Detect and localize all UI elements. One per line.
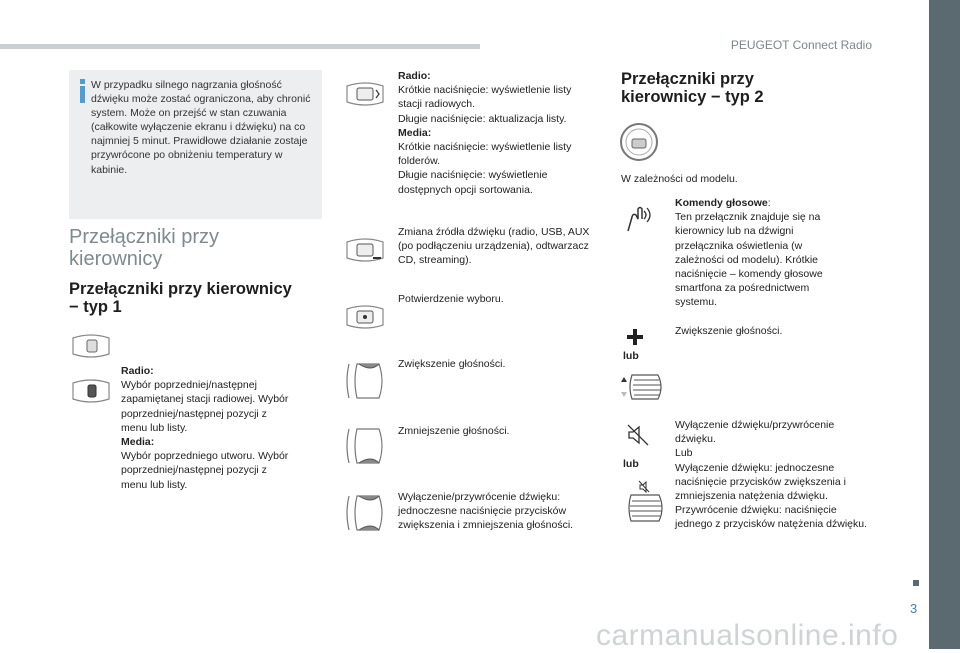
steering-switch-icon <box>69 332 113 360</box>
mute-text-2: Wyłączenie dźwięku: jednoczesne naciśnięcie przycisków zwiększenia i zmniejszenia natężenia dźwięku. Przywrócenie dźwięku: naciśnięcie jednego z przycisków natężenia dźwięku. <box>675 461 868 531</box>
manual-title: PEUGEOT Connect Radio <box>730 38 872 52</box>
voice-description: Ten przełącznik znajduje się na kierownicy lub na dźwigni przełącznika oświetlenia (w zależności od modelu). Krótkie naciśnięcie – komendy głosowe smartfona za pośrednictwem systemu. <box>675 211 823 309</box>
media-label: Media: <box>398 126 432 139</box>
steering-wheel-roller-icon <box>69 377 113 405</box>
radio-long-press: Długie naciśnięcie: aktualizacja listy. <box>398 112 567 125</box>
radio-text: Wybór poprzedniej/następnej zapamiętanej stacji radiowej. Wybór poprzedniej/następnej pozycji z menu lub listy. <box>121 379 289 434</box>
volume-up-switch-icon <box>343 360 387 402</box>
steering-wheel-icon <box>618 121 660 163</box>
media-long-press: Długie naciśnięcie: wyświetlenie dostępnych opcji sortowania. <box>398 169 548 196</box>
mute-switch-icon <box>343 492 387 534</box>
col2-item5: Zmniejszenie głośności. <box>398 425 510 437</box>
list-button-icon <box>343 80 387 108</box>
col2-item2: Zmiana źródła dźwięku (radio, USB, AUX (po podłączeniu urządzenia), odtwarzacz CD, streaming). <box>398 226 590 267</box>
media-short-press: Krótkie naciśnięcie: wyświetlenie listy folderów. <box>398 141 572 168</box>
page-marker <box>913 580 919 586</box>
voice-label: Komendy głosowe <box>675 197 768 209</box>
radio-label: Radio: <box>398 70 431 82</box>
volume-roller-icon <box>620 372 664 402</box>
page-side-strip <box>929 0 960 649</box>
type1-title: Przełączniki przy kierownicy − typ 1 <box>69 280 292 316</box>
col2-item6: Wyłączenie/przywrócenie dźwięku: jednoczesne naciśnięcie przycisków zwiększenia i zmniejszenia głośności. <box>398 491 574 532</box>
or-label-2: lub <box>623 458 639 470</box>
media-text: Wybór poprzedniego utworu. Wybór poprzedniej/następnej pozycji z menu lub listy. <box>121 450 289 491</box>
type2-title: Przełączniki przy kierownicy − typ 2 <box>621 70 764 106</box>
header-rule <box>0 44 480 49</box>
section-title: Przełączniki przy kierownicy <box>69 226 220 270</box>
radio-short-press: Krótkie naciśnięcie: wyświetlenie listy stacji radiowych. <box>398 84 572 111</box>
volume-up-text: Zwiększenie głośności. <box>675 325 783 337</box>
type2-intro: W zależności od modelu. <box>621 173 738 185</box>
mute-roller-icon <box>626 479 666 523</box>
page-number: 3 <box>910 601 918 616</box>
col2-item4: Zwiększenie głośności. <box>398 358 506 370</box>
col2-item1 <box>398 69 594 197</box>
voice-command-icon <box>622 203 656 233</box>
plus-icon <box>626 328 644 346</box>
mute-or: Lub <box>675 447 693 460</box>
mute-text-1: Wyłączenie dźwięku/przywrócenie dźwięku. <box>675 419 835 446</box>
type1-item1 <box>121 364 296 492</box>
watermark: carmanualsonline.info <box>596 619 899 652</box>
voice-command-text: Komendy głosowe: Ten przełącznik znajduje się na kierownicy lub na dźwigni przełącznika oświetlenia (w zależności od modelu). Krótkie naciśnięcie – komendy głosowe smartfona za pośrednictwem systemu. <box>675 197 823 309</box>
note-text: W przypadku silnego nagrzania głośność dźwięku może zostać ograniczona, aby chronić system. Może on przejść w stan czuwania (całkowite wyłączenie ekranu i dźwięku) na co najmniej 5 minut. Prawidłowe działanie zostaje przywrócone po obniżeniu temperatury w kabinie. <box>91 79 311 176</box>
mute-speaker-icon <box>626 423 650 447</box>
source-button-icon <box>343 236 387 264</box>
radio-label: Radio: <box>121 365 154 377</box>
volume-down-switch-icon <box>343 425 387 467</box>
or-label: lub <box>623 350 639 362</box>
info-note <box>69 70 322 219</box>
mute-text <box>675 418 875 532</box>
media-label: Media: <box>121 436 155 449</box>
col2-item3: Potwierdzenie wyboru. <box>398 293 504 305</box>
confirm-button-icon <box>343 303 387 331</box>
